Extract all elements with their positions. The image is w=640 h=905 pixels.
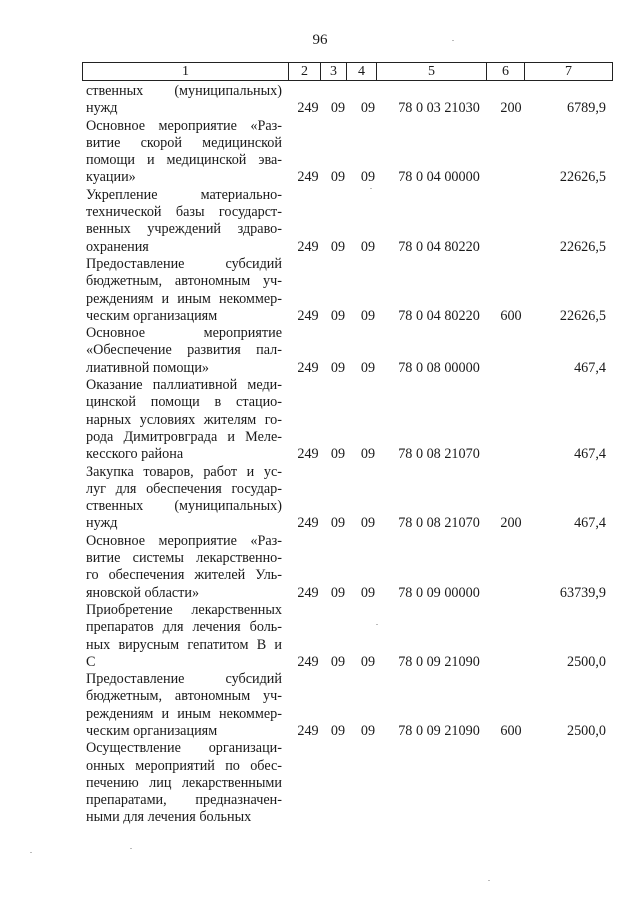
row-description <box>86 256 282 325</box>
description-line: кесского района <box>86 446 184 463</box>
description-line: венных учреждений здраво- <box>86 221 282 238</box>
description-line: реждениям и иным некоммер- <box>86 290 282 307</box>
page-number: 96 <box>312 32 328 48</box>
section-cell: 09 <box>330 100 346 117</box>
amount-cell: 22626,5 <box>559 307 606 324</box>
description-line: яновской области» <box>86 584 200 601</box>
table-row <box>0 464 640 533</box>
table-row <box>0 187 640 256</box>
amount-cell: 2500,0 <box>566 653 606 670</box>
section-cell: 09 <box>330 584 346 601</box>
description-line: ческим организациям <box>86 722 218 739</box>
code-cell: 249 <box>297 653 319 670</box>
section-cell: 09 <box>330 515 346 532</box>
code-cell: 249 <box>297 446 319 463</box>
scan-speck <box>130 848 132 849</box>
subsection-cell: 09 <box>360 446 376 463</box>
description-line: ческим организациям <box>86 307 218 324</box>
code-cell: 249 <box>297 169 319 186</box>
column-header-cell: 6 <box>487 63 525 81</box>
code-cell: 249 <box>297 722 319 739</box>
description-line: реждениям и иным некоммер- <box>86 705 282 722</box>
description-line: ных вирусным гепатитом В и <box>86 636 282 653</box>
target-article-cell: 78 0 09 21090 <box>398 653 480 670</box>
description-line: Основное мероприятие <box>86 325 282 342</box>
target-article-cell: 78 0 09 00000 <box>398 584 480 601</box>
section-cell: 09 <box>330 722 346 739</box>
target-article-cell: 78 0 09 21090 <box>398 722 480 739</box>
section-cell: 09 <box>330 653 346 670</box>
table-row <box>0 83 640 118</box>
row-description <box>86 671 282 740</box>
description-line: Предоставление субсидий <box>86 255 282 272</box>
code-cell: 249 <box>297 584 319 601</box>
code-cell: 249 <box>297 238 319 255</box>
row-description <box>86 740 282 826</box>
scan-speck <box>376 624 378 625</box>
amount-cell: 22626,5 <box>559 169 606 186</box>
target-article-cell: 78 0 04 80220 <box>398 307 480 324</box>
amount-cell: 467,4 <box>574 446 606 463</box>
target-article-cell: 78 0 04 80220 <box>398 238 480 255</box>
amount-cell: 467,4 <box>574 515 606 532</box>
subsection-cell: 09 <box>360 359 376 376</box>
row-description <box>86 464 282 533</box>
expense-type-cell: 600 <box>500 722 522 739</box>
row-description <box>86 602 282 671</box>
amount-cell: 467,4 <box>574 359 606 376</box>
description-line: печению лиц лекарственными <box>86 774 282 791</box>
description-line: Приобретение лекарственных <box>86 601 282 618</box>
description-line: ственных (муниципальных) <box>86 83 282 99</box>
code-cell: 249 <box>297 307 319 324</box>
target-article-cell: 78 0 04 00000 <box>398 169 480 186</box>
description-line: препаратов для лечения боль- <box>86 619 282 636</box>
description-line: Предоставление субсидий <box>86 671 282 688</box>
table-row <box>0 671 640 740</box>
description-line: витие системы лекарственно- <box>86 550 282 567</box>
description-line: препаратами, предназначен- <box>86 792 282 809</box>
amount-cell: 2500,0 <box>566 722 606 739</box>
description-line: витие скорой медицинской <box>86 134 282 151</box>
description-line: Укрепление материально- <box>86 186 282 203</box>
subsection-cell: 09 <box>360 584 376 601</box>
budget-table-body <box>0 83 640 827</box>
table-row <box>0 325 640 377</box>
description-line: бюджетным, автономным уч- <box>86 273 282 290</box>
amount-cell: 22626,5 <box>559 238 606 255</box>
scan-speck <box>30 852 32 853</box>
description-line: Закупка товаров, работ и ус- <box>86 463 282 480</box>
description-line: онных мероприятий по обес- <box>86 757 282 774</box>
subsection-cell: 09 <box>360 653 376 670</box>
description-line: Основное мероприятие «Раз- <box>86 532 282 549</box>
row-description <box>86 187 282 256</box>
description-line: го обеспечения жителей Уль- <box>86 567 282 584</box>
scan-speck <box>488 880 490 881</box>
target-article-cell: 78 0 08 21070 <box>398 515 480 532</box>
description-line: нужд <box>86 515 118 532</box>
description-line: Оказание паллиативной меди- <box>86 377 282 394</box>
description-line: С <box>86 653 96 670</box>
table-row <box>0 118 640 187</box>
target-article-cell: 78 0 08 00000 <box>398 359 480 376</box>
table-row <box>0 377 640 463</box>
section-cell: 09 <box>330 359 346 376</box>
description-line: цинской помощи в стацио- <box>86 394 282 411</box>
description-line: ными для лечения больных <box>86 809 252 826</box>
subsection-cell: 09 <box>360 100 376 117</box>
scan-speck <box>370 188 372 189</box>
subsection-cell: 09 <box>360 238 376 255</box>
subsection-cell: 09 <box>360 169 376 186</box>
amount-cell: 6789,9 <box>566 100 606 117</box>
description-line: технической базы государст- <box>86 204 282 221</box>
table-row <box>0 740 640 826</box>
subsection-cell: 09 <box>360 515 376 532</box>
description-line: нужд <box>86 100 118 117</box>
subsection-cell: 09 <box>360 307 376 324</box>
description-line: нарных условиях жителям го- <box>86 411 282 428</box>
description-line: Осуществление организаци- <box>86 740 282 757</box>
description-line: куации» <box>86 169 136 186</box>
section-cell: 09 <box>330 238 346 255</box>
description-line: ственных (муниципальных) <box>86 498 282 515</box>
row-description <box>86 377 282 463</box>
column-header-table <box>82 62 613 81</box>
row-description <box>86 118 282 187</box>
amount-cell: 63739,9 <box>559 584 606 601</box>
table-row <box>0 256 640 325</box>
row-description <box>86 325 282 377</box>
column-header-cell: 7 <box>525 63 613 81</box>
column-header-row <box>83 63 613 81</box>
section-cell: 09 <box>330 169 346 186</box>
description-line: Основное мероприятие «Раз- <box>86 117 282 134</box>
section-cell: 09 <box>330 307 346 324</box>
expense-type-cell: 200 <box>500 100 522 117</box>
description-line: луг для обеспечения государ- <box>86 480 282 497</box>
column-header-cell: 4 <box>347 63 377 81</box>
description-line: бюджетным, автономным уч- <box>86 688 282 705</box>
subsection-cell: 09 <box>360 722 376 739</box>
column-header-cell: 3 <box>321 63 347 81</box>
table-row <box>0 602 640 671</box>
row-description <box>86 533 282 602</box>
code-cell: 249 <box>297 359 319 376</box>
section-cell: 09 <box>330 446 346 463</box>
column-header-cell: 1 <box>83 63 289 81</box>
target-article-cell: 78 0 03 21030 <box>398 100 480 117</box>
description-line: лиативной помощи» <box>86 359 210 376</box>
table-row <box>0 533 640 602</box>
description-line: рода Димитровграда и Меле- <box>86 428 282 445</box>
description-line: помощи и медицинской эва- <box>86 152 282 169</box>
column-header-cell: 5 <box>377 63 487 81</box>
description-line: охранения <box>86 238 149 255</box>
code-cell: 249 <box>297 515 319 532</box>
column-header-cell: 2 <box>289 63 321 81</box>
expense-type-cell: 600 <box>500 307 522 324</box>
row-description <box>86 83 282 118</box>
target-article-cell: 78 0 08 21070 <box>398 446 480 463</box>
expense-type-cell: 200 <box>500 515 522 532</box>
scan-speck <box>452 40 454 41</box>
description-line: «Обеспечение развития пал- <box>86 342 282 359</box>
code-cell: 249 <box>297 100 319 117</box>
